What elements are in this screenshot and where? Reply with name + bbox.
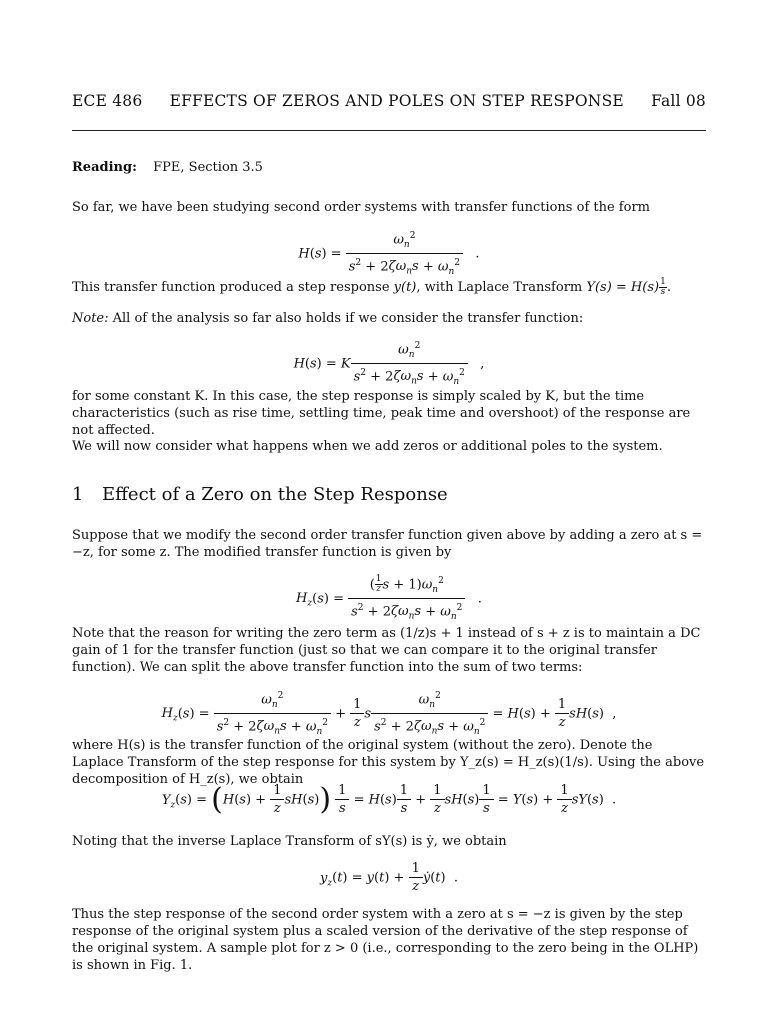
equation-h-of-s-scaled: H(s) = K $\frac{\omega_n^2}{s^2 + 2\zeta\omega_ns + \omega_n^2}$ ,: [72, 338, 706, 390]
equation-hz-of-s: $H_z(s)$ = ( $\frac{1}{z}$ $s + 1)\omega_n^2$ $s^2 + 2\zeta\omega_ns + \omega_n^2$ .: [72, 573, 706, 625]
page-header: [72, 92, 706, 110]
section-title: Effect of a Zero on the Step Response: [102, 484, 448, 505]
section-heading: [72, 484, 448, 505]
paragraph-1: So far, we have been studying second order systems with transfer functions of the form: [72, 200, 650, 215]
paragraph-2: This transfer function produced a step response y(t), with Laplace Transform Y(s) = H(s) $\frac{1}{s}$ .: [72, 277, 671, 297]
paragraph-5: We will now consider what happens when we add zeros or additional poles to the system.: [72, 439, 663, 454]
paragraph-3: Note: All of the analysis so far also holds if we consider the transfer function:: [72, 311, 584, 326]
equation-hz-decomposition: $H_z(s)$ = $\frac{\omega_n^2}{s^2 + 2\zeta\omega_ns + \omega_n^2}$ + $\frac{1}{z}$ s $\frac{\omega_n^2}{s^2 + 2\zeta\omega_ns + \omega_n^2}$ = H(s) + $\frac{1}{z}$ sH(s) ,: [72, 688, 706, 740]
paragraph-6: Suppose that we modify the second order transfer function given above by adding a zero at s = −z, for some z. The modified transfer function is given by: [72, 528, 703, 560]
reading-label: Reading:: [72, 160, 137, 175]
paragraph-7: Note that the reason for writing the zero term as (1/z)s + 1 instead of s + z is to maintain a DC gain of 1 for the transfer function (just so that we can compare it to the original transfer function). We can split the above transfer function into the sum of two terms:: [72, 626, 701, 675]
term: Fall 08: [651, 92, 706, 110]
paragraph-10: Thus the step response of the second order system with a zero at s = −z is given by the step response of the original system plus a scaled version of the derivative of the step response of the original system. A sample plot for z > 0 (i.e., corresponding to the zero being in the OLHP) is shown in Fig. 1.: [72, 907, 699, 973]
equation-yz-of-s: $Y_z(s) = (H(s)$ + $\frac{1}{z}$ sH(s)) $\frac{1}{s}$ = H(s) $\frac{1}{s}$ + $\frac{1}{z}$ sH(s) $\frac{1}{s}$ = Y(s) + $\frac{1}{z}$ sY(s) .: [161, 782, 617, 817]
header-rule: [72, 130, 706, 131]
course-code: ECE 486: [72, 92, 143, 110]
reading-text: FPE, Section 3.5: [153, 160, 263, 175]
paragraph-4: for some constant K. In this case, the step response is simply scaled by K, but the time characteristics (such as rise time, settling time, peak time and overshoot) of the response are not affected.: [72, 389, 691, 438]
paragraph-9: Noting that the inverse Laplace Transform of sY(s) is ẏ, we obtain: [72, 834, 507, 849]
note-label: Note:: [72, 311, 109, 326]
section-number: 1: [72, 484, 84, 505]
reading-line: [72, 159, 706, 176]
equation-yz-of-t: $y_z(t) = y(t)$ + $\frac{1}{z}$ ẏ(t) .: [320, 861, 458, 894]
document-title: EFFECTS OF ZEROS AND POLES ON STEP RESPONSE: [169, 92, 624, 110]
equation-h-of-s: H(s) = $\frac{\omega_n^2}{s^2 + 2\zeta\omega_ns + \omega_n^2}$ .: [72, 228, 706, 280]
paragraph-8: where H(s) is the transfer function of the original system (without the zero). Denote the Laplace Transform of the step response for this system by Y_z(s) = H_z(s)(1/s). Using the above decomposition of H_z(s), we obtain: [72, 738, 705, 787]
